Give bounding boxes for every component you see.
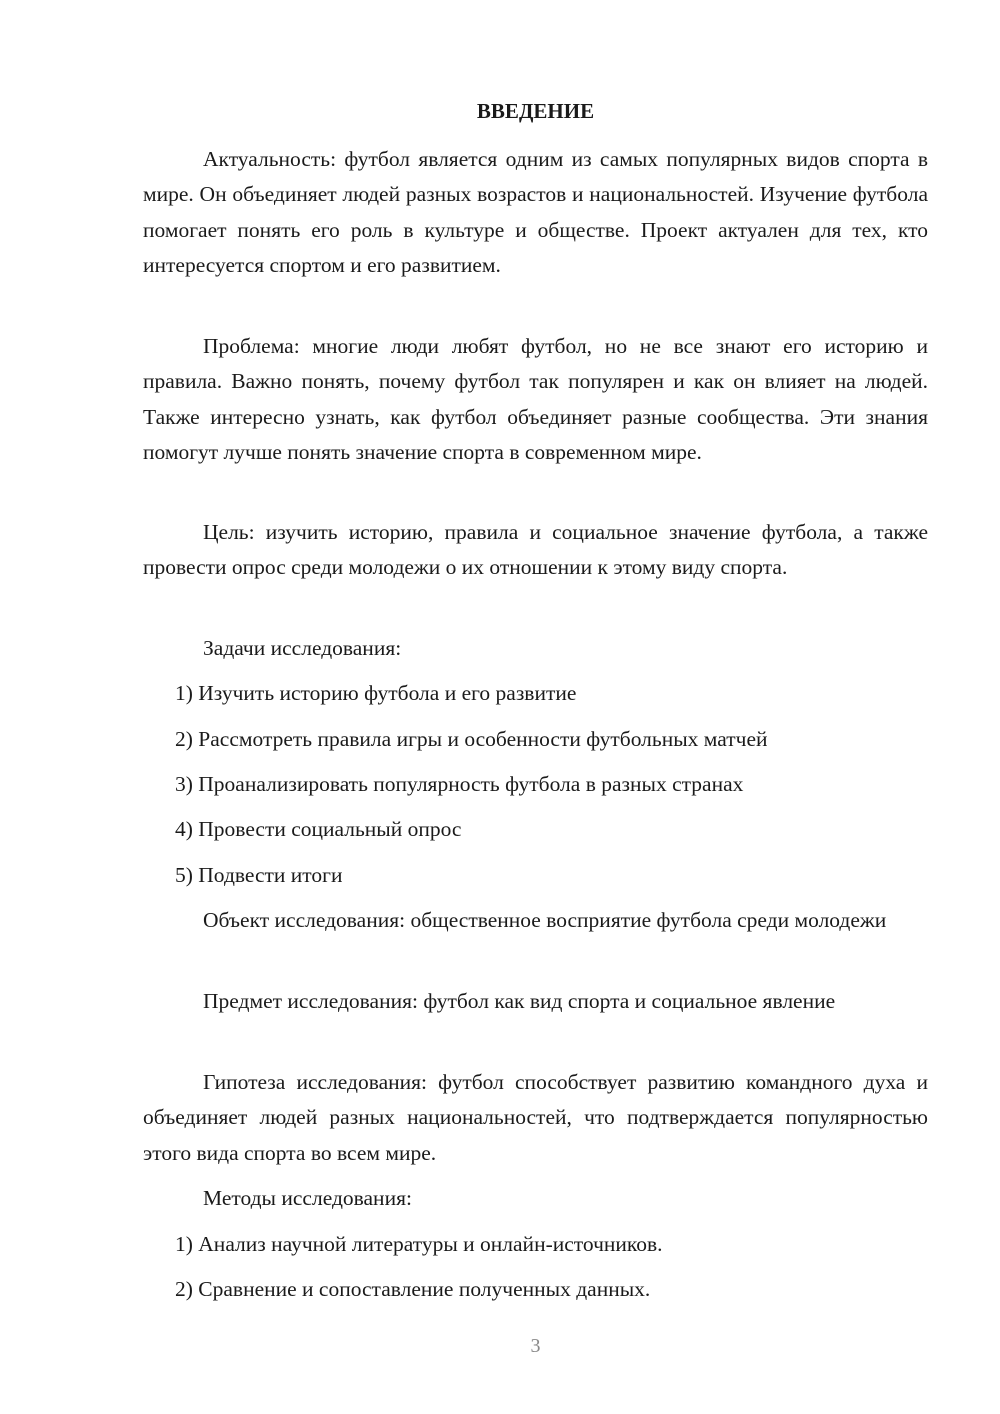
page-number: 3	[530, 1335, 541, 1357]
task-item-5-block	[143, 858, 928, 893]
problem-text: Проблема: многие люди любят футбол, но не все знают его историю и правила. Важно понять, почему футбол так популярен и как он влияет на людей. Также интересно узнать, как футбол объединяет разные сообщества. Эти знания помогут лучше понять значение спорта в современном мире.	[143, 334, 928, 464]
hypothesis-text: Гипотеза исследования: футбол способствует развитию командного духа и объединяет людей разных национальностей, что подтверждается популярностью этого вида спорта во всем мире.	[143, 1070, 928, 1165]
goal-paragraph	[143, 515, 928, 586]
object-paragraph	[143, 903, 928, 938]
methods-title: Методы исследования:	[203, 1186, 412, 1210]
tasks-title-block	[143, 631, 928, 666]
list-item: 5) Подвести итоги	[175, 863, 343, 887]
section-heading: ВВЕДЕНИЕ	[476, 99, 595, 123]
problem-paragraph	[143, 329, 928, 470]
list-item: 2) Сравнение и сопоставление полученных данных.	[175, 1277, 651, 1301]
task-item-3-block	[143, 767, 928, 802]
task-item-1-block	[143, 676, 928, 711]
list-item: 1) Изучить историю футбола и его развитие	[175, 681, 577, 705]
subject-paragraph	[143, 984, 928, 1019]
object-text: Объект исследования: общественное восприятие футбола среди молодежи	[203, 908, 887, 932]
hypothesis-paragraph	[143, 1065, 928, 1171]
task-item-2-block	[143, 722, 928, 757]
list-item: 2) Рассмотреть правила игры и особенности футбольных матчей	[175, 727, 768, 751]
task-item-4-block	[143, 812, 928, 847]
method-item-2-block	[143, 1272, 928, 1307]
methods-title-block	[143, 1181, 928, 1216]
list-item: 3) Проанализировать популярность футбола в разных странах	[175, 772, 744, 796]
goal-text: Цель: изучить историю, правила и социальное значение футбола, а также провести опрос среди молодежи о их отношении к этому виду спорта.	[143, 520, 928, 580]
subject-text: Предмет исследования: футбол как вид спорта и социальное явление	[203, 989, 836, 1013]
list-item: 4) Провести социальный опрос	[175, 817, 462, 841]
relevance-text: Актуальность: футбол является одним из самых популярных видов спорта в мире. Он объединяет людей разных возрастов и национальностей. Изучение футбола помогает понять его роль в культуре и обществе. Проект актуален для тех, кто интересуется спортом и его развитием.	[143, 147, 928, 277]
tasks-title: Задачи исследования:	[203, 636, 402, 660]
method-item-1-block	[143, 1227, 928, 1262]
list-item: 1) Анализ научной литературы и онлайн-источников.	[175, 1232, 663, 1256]
relevance-paragraph	[143, 142, 928, 283]
